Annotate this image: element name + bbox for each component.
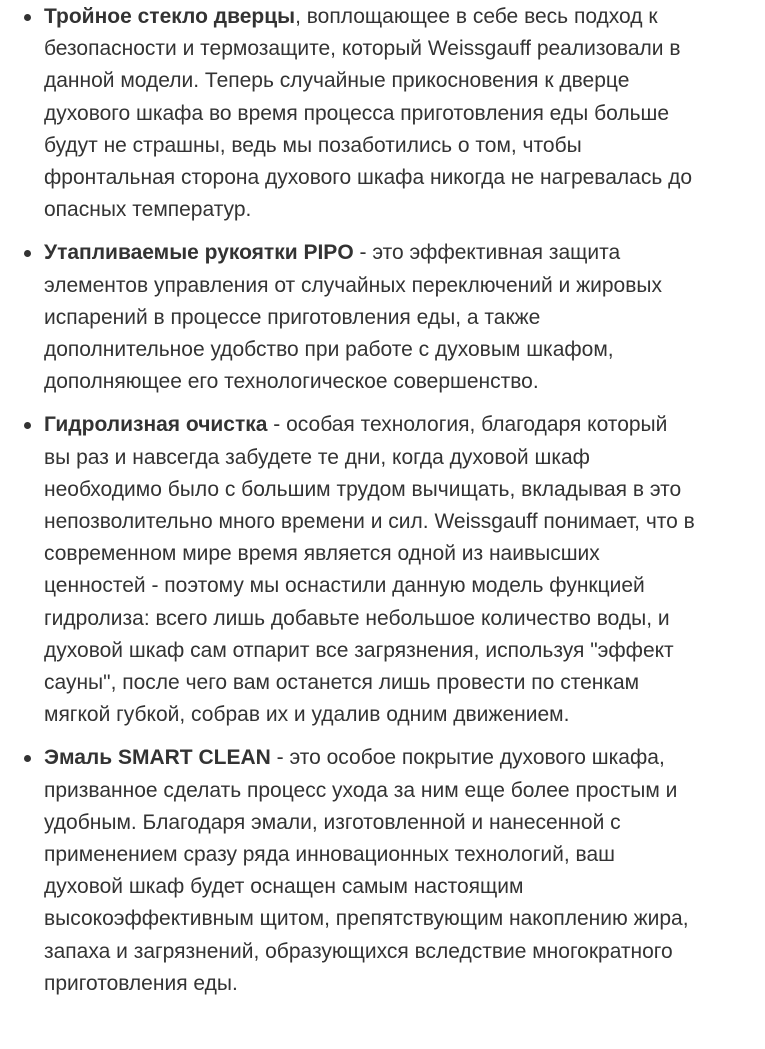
feature-item-glass-door <box>0 1 699 226</box>
feature-title: Утапливаемые рукоятки PIPO <box>44 241 354 265</box>
feature-item-pipo-knobs <box>0 237 699 398</box>
feature-text: , воплощающее в себе весь подход к безопасности и термозащите, который Weissgauff реализовали в данной модели. Теперь случайные прикосновения к дверце духового шкафа во время процесса приготовления еды больше будут не страшны, ведь мы позаботились о том, чтобы фронтальная сторона духового шкафа никогда не нагревалась до опасных температур. <box>44 5 693 222</box>
feature-title: Эмаль SMART CLEAN <box>44 746 271 770</box>
feature-text: - это особое покрытие духового шкафа, призванное сделать процесс ухода за ним еще более простым и удобным. Благодаря эмали, изготовленной и нанесенной с применением сразу ряда инновационных технологий, ваш духовой шкаф будет оснащен самым настоящим высокоэффективным щитом, препятствующим накоплению жира, запаха и загрязнений, образующихся вследствие многократного приготовления еды. <box>44 746 689 995</box>
feature-item-hydrolysis-cleaning <box>0 409 699 731</box>
feature-list <box>0 1 765 1011</box>
feature-title: Тройное стекло дверцы <box>44 5 296 28</box>
feature-text: - особая технология, благодаря который вы раз и навсегда забудете те дни, когда духовой шкаф необходимо было с большим трудом вычищать, вкладывая в это непозволительно много времени и сил. Weissgauff понимает, что в современном мире время является одной из наивысших ценностей - поэтому мы оснастили данную модель функцией гидролиза: всего лишь добавьте небольшое количество воды, и духовой шкаф сам отпарит все загрязнения, используя "эффект сауны", после чего вам останется лишь провести по стенкам мягкой губкой, собрав их и удалив одним движением. <box>44 413 695 727</box>
feature-item-smart-clean-enamel <box>0 742 699 1000</box>
feature-title: Гидролизная очистка <box>44 413 268 437</box>
feature-text: - это эффективная защита элементов управления от случайных переключений и жировых испарений в процессе приготовления еды, а также дополнительное удобство при работе с духовым шкафом, дополняющее его технологическое совершенство. <box>44 241 662 394</box>
